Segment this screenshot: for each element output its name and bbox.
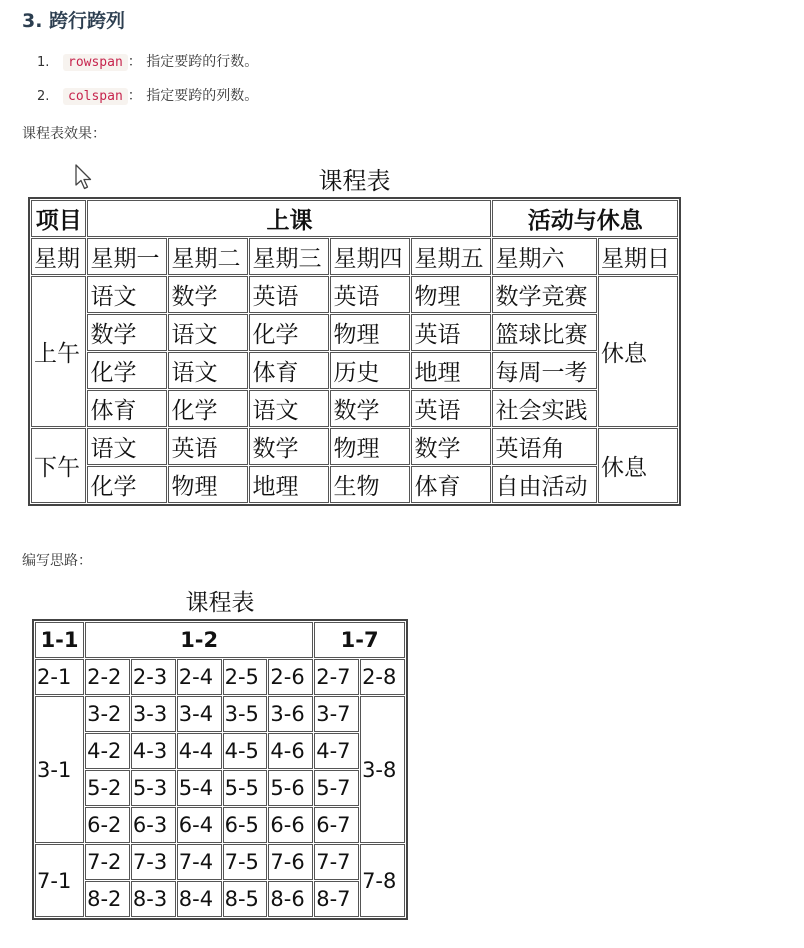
table-cell: 物理 (330, 428, 410, 465)
list-number: 1. (37, 55, 50, 70)
table-cell: 4-2 (85, 733, 130, 769)
table-cell: 7-2 (85, 844, 130, 880)
table-row (35, 622, 405, 658)
table-row (31, 200, 678, 237)
table-cell: 7-8 (360, 844, 405, 917)
table-cell: 地理 (249, 466, 329, 503)
header-cell: 1-2 (85, 622, 313, 658)
header-item: 项目 (31, 200, 86, 237)
table-cell: 英语 (168, 428, 248, 465)
list-text: ： 指定要跨的行数。 (127, 54, 259, 70)
table-cell: 化学 (168, 390, 248, 427)
table-row (35, 844, 405, 880)
table-cell: 3-4 (177, 696, 222, 732)
table-cell: 7-3 (131, 844, 176, 880)
table-cell: 8-7 (314, 881, 359, 917)
approach-label: 编写思路： (22, 553, 92, 569)
day-cell: 星期六 (492, 238, 597, 275)
table-cell: 6-7 (314, 807, 359, 843)
morning-rest: 休息 (598, 276, 678, 427)
table-cell: 化学 (87, 466, 167, 503)
table-cell: 5-3 (131, 770, 176, 806)
table-cell: 8-6 (268, 881, 313, 917)
list-number: 2. (37, 89, 50, 104)
table-cell: 数学 (168, 276, 248, 313)
table-cell: 每周一考 (492, 352, 597, 389)
table-cell: 4-6 (268, 733, 313, 769)
day-cell: 星期四 (330, 238, 410, 275)
table-cell: 7-4 (177, 844, 222, 880)
day-cell: 星期二 (168, 238, 248, 275)
table-cell: 3-5 (223, 696, 268, 732)
header-class: 上课 (87, 200, 491, 237)
table-cell: 历史 (330, 352, 410, 389)
list-text: ： 指定要跨的列数。 (127, 88, 259, 104)
table-cell: 物理 (411, 276, 491, 313)
table-cell: 英语 (330, 276, 410, 313)
table-cell: 体育 (87, 390, 167, 427)
table-cell: 6-5 (223, 807, 268, 843)
table-row (31, 428, 678, 465)
table-cell: 7-7 (314, 844, 359, 880)
table-cell: 语文 (168, 314, 248, 351)
table-cell: 3-1 (35, 696, 84, 843)
table-cell: 体育 (411, 466, 491, 503)
table-cell: 英语 (249, 276, 329, 313)
table-cell: 2-2 (85, 659, 130, 695)
table-row (31, 314, 678, 351)
table-cell: 数学 (330, 390, 410, 427)
table-row (31, 276, 678, 313)
table-cell: 3-6 (268, 696, 313, 732)
table-cell: 英语 (411, 314, 491, 351)
table-cell: 7-1 (35, 844, 84, 917)
header-cell: 1-7 (314, 622, 405, 658)
table-cell: 4-7 (314, 733, 359, 769)
table-cell: 地理 (411, 352, 491, 389)
table-cell: 5-6 (268, 770, 313, 806)
day-cell: 星期日 (598, 238, 678, 275)
table-cell: 8-4 (177, 881, 222, 917)
schedule-table (28, 197, 681, 506)
table-cell: 2-7 (314, 659, 359, 695)
table-cell: 2-5 (223, 659, 268, 695)
table-row (35, 881, 405, 917)
day-cell: 星期一 (87, 238, 167, 275)
table-cell: 体育 (249, 352, 329, 389)
table-cell: 物理 (330, 314, 410, 351)
table-cell: 5-5 (223, 770, 268, 806)
table-cell: 3-3 (131, 696, 176, 732)
table-cell: 语文 (168, 352, 248, 389)
table-row (31, 466, 678, 503)
table-cell: 化学 (249, 314, 329, 351)
table-cell: 8-3 (131, 881, 176, 917)
table-row (31, 390, 678, 427)
table-row (31, 352, 678, 389)
table-cell: 数学竞赛 (492, 276, 597, 313)
afternoon-rest: 休息 (598, 428, 678, 503)
table-row (35, 696, 405, 732)
table-cell: 语文 (87, 428, 167, 465)
table-cell: 数学 (249, 428, 329, 465)
table-cell: 社会实践 (492, 390, 597, 427)
table-row (31, 238, 678, 275)
table-cell: 4-3 (131, 733, 176, 769)
table-cell: 物理 (168, 466, 248, 503)
table-cell: 语文 (249, 390, 329, 427)
code-rowspan: rowspan (63, 54, 128, 71)
table-cell: 语文 (87, 276, 167, 313)
attribute-list (37, 50, 258, 118)
table-cell: 4-5 (223, 733, 268, 769)
table-cell: 6-3 (131, 807, 176, 843)
table-cell: 6-6 (268, 807, 313, 843)
list-item (37, 50, 258, 84)
table-cell: 3-8 (360, 696, 405, 843)
morning-label: 上午 (31, 276, 86, 427)
table-cell: 8-2 (85, 881, 130, 917)
weekday-label: 星期 (31, 238, 86, 275)
table-cell: 2-3 (131, 659, 176, 695)
table-caption: 课程表 (318, 167, 391, 195)
table-row (35, 807, 405, 843)
table-cell: 数学 (87, 314, 167, 351)
table-cell: 4-4 (177, 733, 222, 769)
table-row (35, 659, 405, 695)
code-colspan: colspan (63, 88, 128, 105)
afternoon-label: 下午 (31, 428, 86, 503)
day-cell: 星期三 (249, 238, 329, 275)
table-cell: 英语角 (492, 428, 597, 465)
table-cell: 3-7 (314, 696, 359, 732)
table-cell: 5-2 (85, 770, 130, 806)
header-cell: 1-1 (35, 622, 84, 658)
table-cell: 5-4 (177, 770, 222, 806)
table-caption: 课程表 (185, 590, 255, 616)
table-cell: 英语 (411, 390, 491, 427)
table-cell: 3-2 (85, 696, 130, 732)
table-cell: 6-4 (177, 807, 222, 843)
header-rest: 活动与休息 (492, 200, 678, 237)
list-item (37, 84, 258, 118)
table-cell: 化学 (87, 352, 167, 389)
table-cell: 5-7 (314, 770, 359, 806)
effect-label: 课程表效果： (22, 126, 106, 142)
table-cell: 7-6 (268, 844, 313, 880)
table-cell: 2-4 (177, 659, 222, 695)
schedule-table-2 (32, 588, 408, 920)
table-cell: 7-5 (223, 844, 268, 880)
table-cell: 篮球比赛 (492, 314, 597, 351)
table-cell: 2-1 (35, 659, 84, 695)
table-cell: 2-6 (268, 659, 313, 695)
section-heading: 3. 跨行跨列 (22, 10, 126, 32)
day-cell: 星期五 (411, 238, 491, 275)
table-cell: 自由活动 (492, 466, 597, 503)
table-row (35, 733, 405, 769)
table-cell: 2-8 (360, 659, 405, 695)
table-row (35, 770, 405, 806)
table-cell: 6-2 (85, 807, 130, 843)
table-cell: 生物 (330, 466, 410, 503)
index-table (32, 619, 408, 920)
schedule-table-1 (28, 166, 681, 506)
table-cell: 数学 (411, 428, 491, 465)
table-cell: 8-5 (223, 881, 268, 917)
